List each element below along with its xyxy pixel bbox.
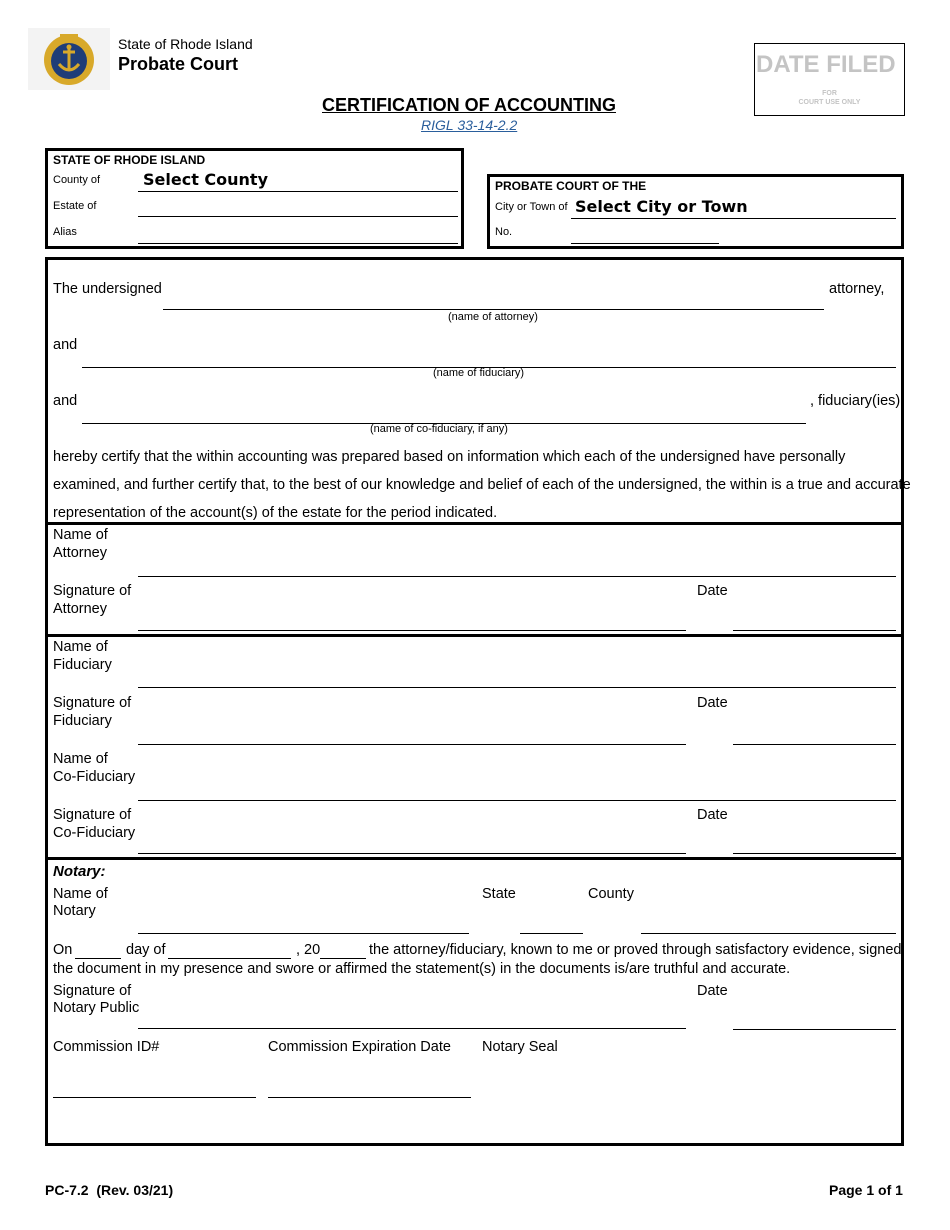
cofiduciary-caption: (name of co-fiduciary, if any) bbox=[370, 423, 508, 435]
court-name: Probate Court bbox=[118, 54, 239, 74]
commission-id-label: Commission ID# bbox=[53, 1039, 160, 1055]
notary-sig-label-1: Signature of bbox=[53, 983, 132, 999]
cofiduciary-name-label-2: Co-Fiduciary bbox=[53, 769, 136, 785]
notary-name-label-1: Name of bbox=[53, 886, 108, 902]
divider-attorney bbox=[45, 522, 904, 525]
court-use-only-label: COURT USE ONLY bbox=[798, 99, 861, 106]
for-label: FOR bbox=[822, 90, 837, 97]
state-seal-logo bbox=[28, 28, 110, 90]
date-filed-label: DATE FILED bbox=[756, 51, 896, 78]
notary-name-label-2: Notary bbox=[53, 903, 96, 919]
case-no-field[interactable] bbox=[571, 243, 719, 244]
form-id: PC-7.2 (Rev. 03/21) bbox=[45, 1182, 174, 1198]
ack-line-2: the document in my presence and swore or affirmed the statement(s) in the documents is/are truthful and accurate. bbox=[53, 961, 791, 977]
alias-label: Alias bbox=[53, 226, 77, 238]
notary-name-field[interactable] bbox=[138, 933, 469, 934]
city-label: City or Town of bbox=[495, 201, 568, 213]
commission-exp-label: Commission Expiration Date bbox=[268, 1039, 451, 1055]
fiduciary-sig-label-2: Fiduciary bbox=[53, 713, 112, 729]
main-form-box bbox=[45, 257, 904, 1146]
attorney-name-label-2: Attorney bbox=[53, 545, 107, 561]
date-filed-box bbox=[754, 43, 905, 116]
page-title: CERTIFICATION OF ACCOUNTING bbox=[322, 95, 616, 115]
cert-text-line-3: representation of the account(s) of the estate for the period indicated. bbox=[53, 505, 498, 521]
undersigned-label: The undersigned bbox=[53, 281, 162, 297]
county-label: County of bbox=[53, 174, 101, 186]
ack-year-prefix: , 20 bbox=[296, 942, 321, 958]
city-select[interactable]: Select City or Town bbox=[575, 197, 748, 216]
ack-year-field[interactable] bbox=[320, 958, 366, 959]
ack-line-1-rest: the attorney/fiduciary, known to me or proved through satisfactory evidence, signed bbox=[369, 942, 902, 958]
attorney-suffix: attorney, bbox=[829, 281, 885, 297]
notary-county-field[interactable] bbox=[641, 933, 896, 934]
notary-state-label: State bbox=[482, 886, 516, 902]
fiduciaries-suffix: , fiduciary(ies) bbox=[810, 393, 901, 409]
attorney-signature-field[interactable] bbox=[138, 630, 686, 631]
attorney-name-field[interactable] bbox=[163, 309, 824, 310]
cofiduciary-date-field[interactable] bbox=[733, 853, 896, 854]
attorney-sig-label-2: Attorney bbox=[53, 601, 107, 617]
notary-seal-label: Notary Seal bbox=[482, 1039, 558, 1055]
fiduciary-caption: (name of fiduciary) bbox=[433, 367, 525, 379]
notary-signature-field[interactable] bbox=[138, 1028, 686, 1029]
county-underline bbox=[138, 191, 458, 192]
county-select[interactable]: Select County bbox=[143, 170, 269, 189]
statute-link[interactable]: RIGL 33-14-2.2 bbox=[421, 117, 518, 133]
cofiduciary-sig-label-2: Co-Fiduciary bbox=[53, 825, 136, 841]
alias-field[interactable] bbox=[138, 243, 458, 244]
fiduciary-date-label: Date bbox=[697, 695, 728, 711]
notary-county-label: County bbox=[588, 886, 634, 902]
attorney-date-field[interactable] bbox=[733, 630, 896, 631]
divider-fiduciary bbox=[45, 634, 904, 637]
ack-month-field[interactable] bbox=[168, 958, 291, 959]
cofiduciary-name-label-1: Name of bbox=[53, 751, 108, 767]
estate-label: Estate of bbox=[53, 200, 97, 212]
and-label-2: and bbox=[53, 393, 78, 409]
ack-day-of-label: day of bbox=[126, 942, 166, 958]
estate-box-heading: STATE OF RHODE ISLAND bbox=[53, 153, 206, 167]
and-label-1: and bbox=[53, 337, 78, 353]
fiduciary-date-field[interactable] bbox=[733, 744, 896, 745]
attorney-caption: (name of attorney) bbox=[448, 311, 538, 323]
cofiduciary-signature-field[interactable] bbox=[138, 853, 686, 854]
fiduciary-sig-label-1: Signature of bbox=[53, 695, 132, 711]
court-box-heading: PROBATE COURT OF THE bbox=[495, 179, 647, 193]
city-underline bbox=[571, 218, 896, 219]
cert-text-line-1: hereby certify that the within accounting was prepared based on information which each of the undersigned have personally bbox=[53, 449, 846, 465]
ack-day-field[interactable] bbox=[75, 958, 121, 959]
notary-sig-label-2: Notary Public bbox=[53, 1000, 140, 1016]
estate-field[interactable] bbox=[138, 216, 458, 217]
fiduciary-signature-field[interactable] bbox=[138, 744, 686, 745]
attorney-sig-label-1: Signature of bbox=[53, 583, 132, 599]
attorney-name-label-1: Name of bbox=[53, 527, 108, 543]
case-no-label: No. bbox=[495, 226, 513, 238]
commission-exp-field[interactable] bbox=[268, 1097, 471, 1098]
fiduciary-name-label-2: Fiduciary bbox=[53, 657, 112, 673]
fiduciary-print-name-field[interactable] bbox=[138, 687, 896, 688]
cofiduciary-print-name-field[interactable] bbox=[138, 800, 896, 801]
cofiduciary-sig-label-1: Signature of bbox=[53, 807, 132, 823]
notary-state-field[interactable] bbox=[520, 933, 583, 934]
attorney-print-name-field[interactable] bbox=[138, 576, 896, 577]
attorney-date-label: Date bbox=[697, 583, 728, 599]
commission-id-field[interactable] bbox=[53, 1097, 256, 1098]
page-number: Page 1 of 1 bbox=[829, 1182, 903, 1198]
notary-heading: Notary: bbox=[53, 863, 106, 880]
cofiduciary-date-label: Date bbox=[697, 807, 728, 823]
ack-on-label: On bbox=[53, 942, 73, 958]
fiduciary-name-label-1: Name of bbox=[53, 639, 108, 655]
notary-date-label: Date bbox=[697, 983, 728, 999]
notary-date-field[interactable] bbox=[733, 1029, 896, 1030]
cert-text-line-2: examined, and further certify that, to the best of our knowledge and belief of each of the undersigned, the within is a true and accurate bbox=[53, 477, 911, 493]
state-name: State of Rhode Island bbox=[118, 36, 253, 52]
divider-notary bbox=[45, 857, 904, 860]
